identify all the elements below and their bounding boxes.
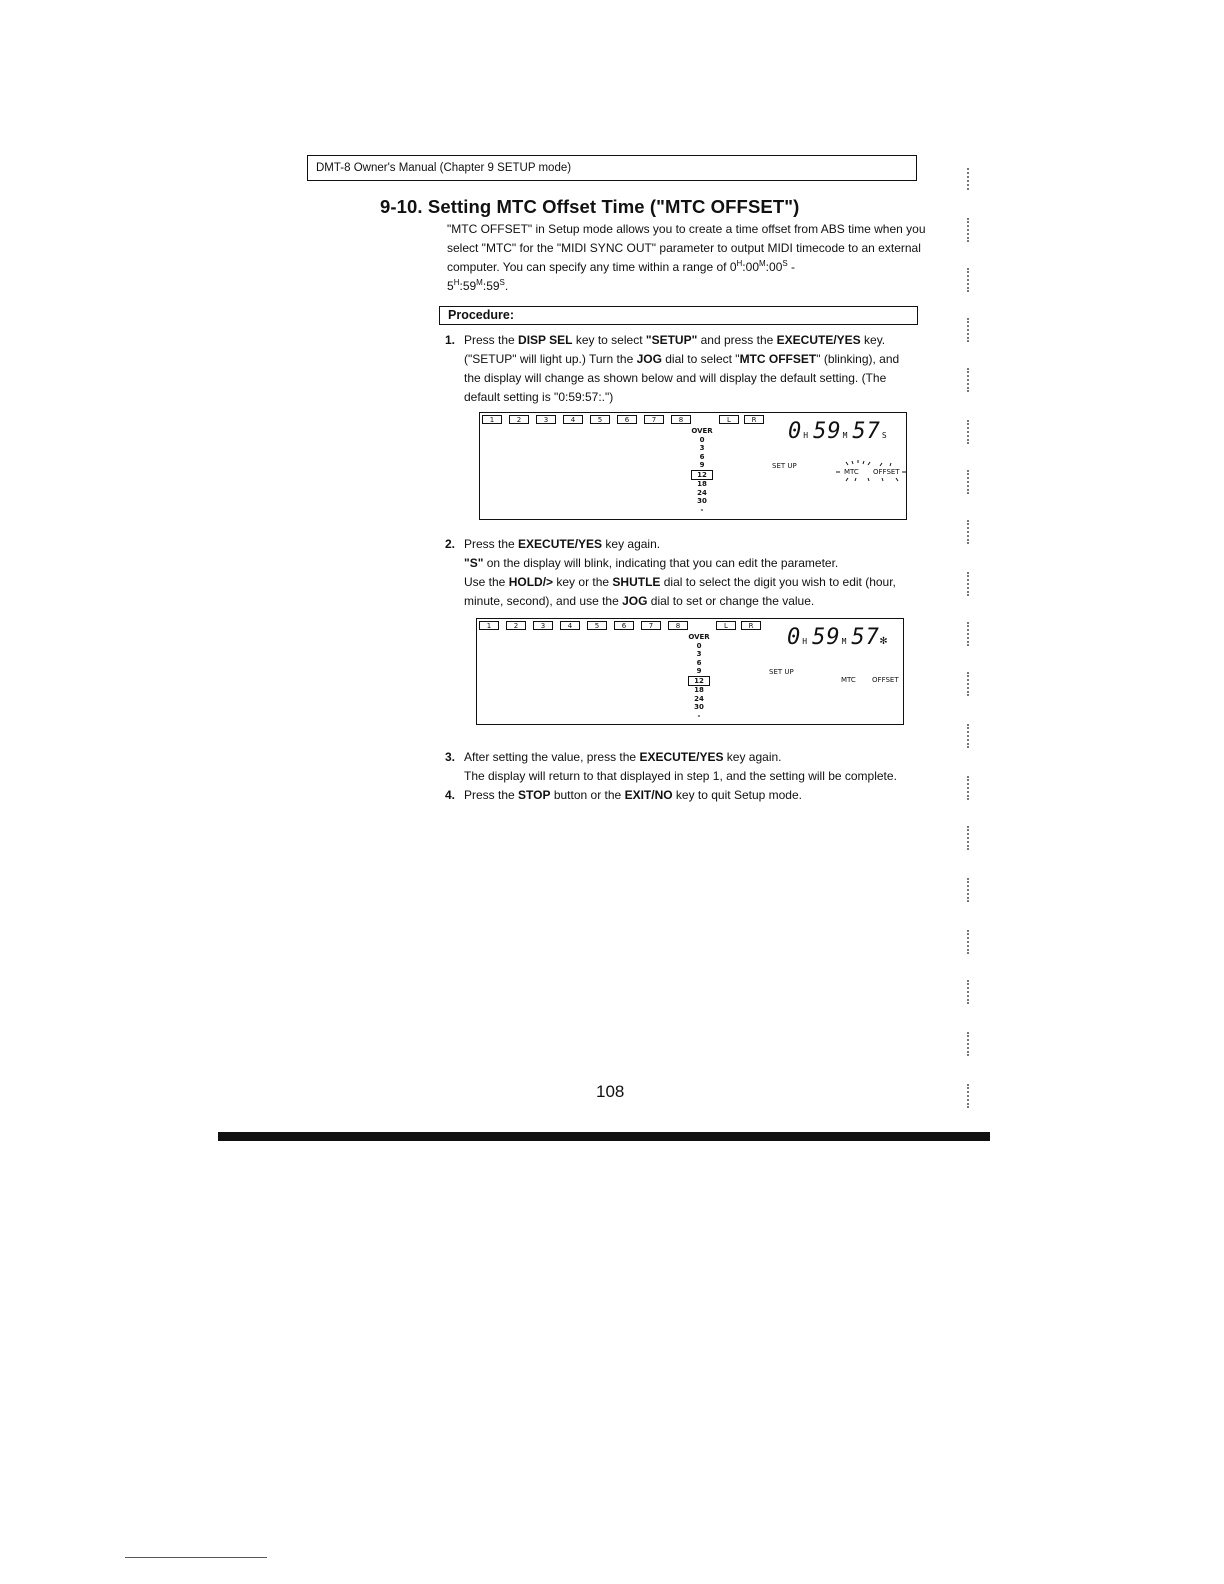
meter-label: OVER	[688, 633, 710, 641]
key-name: EXECUTE/YES	[639, 750, 724, 764]
binding-mark	[955, 1032, 969, 1056]
step-text: Press the	[464, 537, 519, 551]
unit-s-2: S	[499, 278, 505, 287]
binding-mark	[955, 724, 969, 748]
meter-label: 24	[694, 694, 704, 703]
meter-label: 30	[694, 703, 704, 711]
step-text: and press the	[697, 333, 777, 347]
binding-mark	[955, 470, 969, 494]
mtc-offset-indicator-blinking	[836, 453, 908, 485]
key-name: MTC OFFSET	[739, 352, 817, 366]
step-number: 3.	[445, 750, 456, 764]
meter-label: 24	[697, 488, 707, 497]
page-number: 108	[596, 1082, 625, 1101]
bottom-rule	[218, 1132, 990, 1141]
step-text: key again.	[602, 537, 661, 551]
running-header-text: DMT-8 Owner's Manual (Chapter 9 SETUP mode)	[316, 162, 572, 174]
meter-label: 30	[697, 497, 707, 505]
unit-s: S	[782, 259, 788, 268]
time-unit-h: H	[802, 637, 809, 646]
binding-mark	[955, 168, 969, 190]
intro-paragraph: "MTC OFFSET" in Setup mode allows you to create a time offset from ABS time when you select "MTC" for the "MIDI SYNC OUT" parameter to output MIDI timecode to an external computer. You can specify any time within a range of $0^H:00^M:00^S$ - $5^H:59^M:59^S$.	[447, 222, 926, 293]
meter-label: 3	[696, 650, 702, 658]
binding-mark	[955, 368, 969, 392]
step-2	[445, 535, 925, 611]
meter-label: OVER	[691, 427, 713, 435]
track-indicator: 6	[617, 415, 637, 424]
time-unit-s: S	[881, 431, 888, 440]
track-indicators	[479, 621, 766, 630]
key-name: DISP SEL	[518, 333, 573, 347]
track-indicator: 7	[641, 621, 661, 630]
step-text: dial to select the digit you wish to edit (hour, minute, second), and use the	[464, 575, 896, 608]
step-text: key or the	[553, 575, 613, 589]
track-indicator: 1	[479, 621, 499, 630]
range-start-m: 00	[745, 260, 759, 274]
step-text: button or the	[550, 788, 625, 802]
binding-mark	[955, 268, 969, 292]
binding-mark	[955, 318, 969, 342]
track-indicator: 5	[590, 415, 610, 424]
track-indicator: 8	[671, 415, 691, 424]
range-end-m: 59	[462, 279, 477, 293]
track-indicator: 2	[509, 415, 529, 424]
key-name: "SETUP"	[645, 333, 698, 347]
key-name: "S"	[464, 556, 484, 570]
intro-text: "MTC OFFSET" in Setup mode allows you to create a time offset from ABS time when you select "MTC" for the "MIDI SYNC OUT" parameter to output MIDI timecode to an external computer. You can specify any time within a range of 0	[447, 222, 926, 274]
time-unit-m: M	[841, 637, 848, 646]
step-text: Press the	[464, 333, 519, 347]
mtc-label: MTC	[844, 468, 859, 476]
binding-mark	[955, 520, 969, 544]
step-text: key again.	[723, 750, 782, 764]
binding-mark	[955, 776, 969, 800]
track-indicator: 8	[668, 621, 688, 630]
step-number: 2.	[445, 537, 456, 551]
key-name: STOP	[518, 788, 551, 802]
track-indicator: 5	[587, 621, 607, 630]
procedure-heading	[439, 306, 918, 325]
time-minutes: 59	[813, 419, 842, 444]
binding-mark	[955, 218, 969, 242]
step-4	[445, 786, 925, 805]
meter-label: 6	[696, 658, 702, 667]
range-end-h: 5	[447, 279, 454, 293]
step-3	[445, 748, 925, 786]
step-1	[445, 331, 925, 407]
meter-label: -	[700, 505, 704, 514]
procedure-label: Procedure:	[448, 308, 514, 322]
key-name: JOG	[636, 352, 662, 366]
step-text: After setting the value, press the	[464, 750, 640, 764]
lcd-display-1	[479, 412, 907, 520]
meter-label: 9	[696, 667, 702, 675]
key-name: HOLD/>	[508, 575, 554, 589]
key-name: EXIT/NO	[624, 788, 673, 802]
step-text: dial to set or change the value.	[647, 594, 815, 608]
meter-label: 9	[699, 461, 705, 469]
meter-label: 0	[699, 435, 705, 444]
level-meter-scale	[688, 633, 710, 720]
track-indicator-l: L	[719, 415, 739, 424]
track-indicator: 4	[560, 621, 580, 630]
step-text: The display will return to that displayed in step 1, and the setting will be complete.	[464, 769, 897, 783]
step-text: key to quit Setup mode.	[672, 788, 802, 802]
running-header	[307, 155, 917, 181]
key-name: SHUTLE	[612, 575, 661, 589]
binding-mark	[955, 622, 969, 646]
unit-h-2: H	[453, 278, 460, 287]
step-text: Press the	[464, 788, 519, 802]
step-number: 4.	[445, 788, 456, 802]
binding-mark	[955, 878, 969, 902]
track-indicator: 3	[536, 415, 556, 424]
key-name: EXECUTE/YES	[518, 537, 603, 551]
binding-mark	[955, 826, 969, 850]
track-indicator: 7	[644, 415, 664, 424]
binding-mark	[955, 420, 969, 444]
binding-mark	[955, 672, 969, 696]
offset-label: OFFSET	[873, 468, 900, 476]
key-name: JOG	[622, 594, 648, 608]
level-meter-scale	[691, 427, 713, 514]
setup-indicator: SET UP	[772, 462, 797, 470]
binding-mark	[955, 1084, 969, 1108]
step-text: Use the	[464, 575, 509, 589]
track-indicator-l: L	[716, 621, 736, 630]
meter-label: 12	[691, 470, 713, 481]
step-text: on the display will blink, indicating that you can edit the parameter.	[483, 556, 839, 570]
unit-m-2: M	[476, 278, 483, 287]
unit-m: M	[759, 259, 766, 268]
meter-label: 12	[688, 676, 710, 687]
key-name: EXECUTE/YES	[776, 333, 861, 347]
range-end-s: 59	[486, 279, 500, 293]
time-readout	[787, 625, 888, 650]
meter-label: 6	[699, 452, 705, 461]
track-indicator: 4	[563, 415, 583, 424]
unit-h: H	[736, 259, 743, 268]
time-unit-m: M	[842, 431, 849, 440]
section-title: 9-10. Setting MTC Offset Time ("MTC OFFSET")	[380, 196, 800, 217]
footer-line	[125, 1557, 267, 1558]
mtc-offset-indicator	[841, 676, 899, 684]
time-seconds: 57	[851, 625, 880, 650]
time-readout	[788, 419, 892, 444]
time-minutes: 59	[812, 625, 841, 650]
step-text: " (blinking), and the display will change as shown below and will display the default setting. (The default setting is "0:59:57:.")	[464, 352, 900, 404]
track-indicator-r: R	[741, 621, 761, 630]
meter-label: 18	[694, 686, 704, 694]
range-start-s: 00	[769, 260, 783, 274]
track-indicators	[482, 415, 769, 424]
binding-mark	[955, 572, 969, 596]
meter-label: 18	[697, 480, 707, 488]
time-seconds: 57	[852, 419, 881, 444]
blinking-s-icon: ✻	[879, 633, 889, 647]
track-indicator-r: R	[744, 415, 764, 424]
binding-mark	[955, 980, 969, 1004]
time-hours: 0	[787, 625, 802, 650]
meter-label: 3	[699, 444, 705, 452]
time-unit-h: H	[803, 431, 810, 440]
meter-label: 0	[696, 641, 702, 650]
step-text: key. ("SETUP" will light up.) Turn the	[464, 333, 886, 366]
mtc-label: MTC	[841, 676, 856, 684]
binding-mark	[955, 930, 969, 954]
setup-indicator: SET UP	[769, 668, 794, 676]
step-text: dial to select "	[661, 352, 740, 366]
step-number: 1.	[445, 333, 456, 347]
offset-label: OFFSET	[872, 676, 899, 684]
track-indicator: 6	[614, 621, 634, 630]
lcd-display-2	[476, 618, 904, 725]
track-indicator: 2	[506, 621, 526, 630]
time-hours: 0	[788, 419, 803, 444]
track-indicator: 1	[482, 415, 502, 424]
step-text: key to select	[572, 333, 646, 347]
meter-label: -	[697, 711, 701, 720]
track-indicator: 3	[533, 621, 553, 630]
